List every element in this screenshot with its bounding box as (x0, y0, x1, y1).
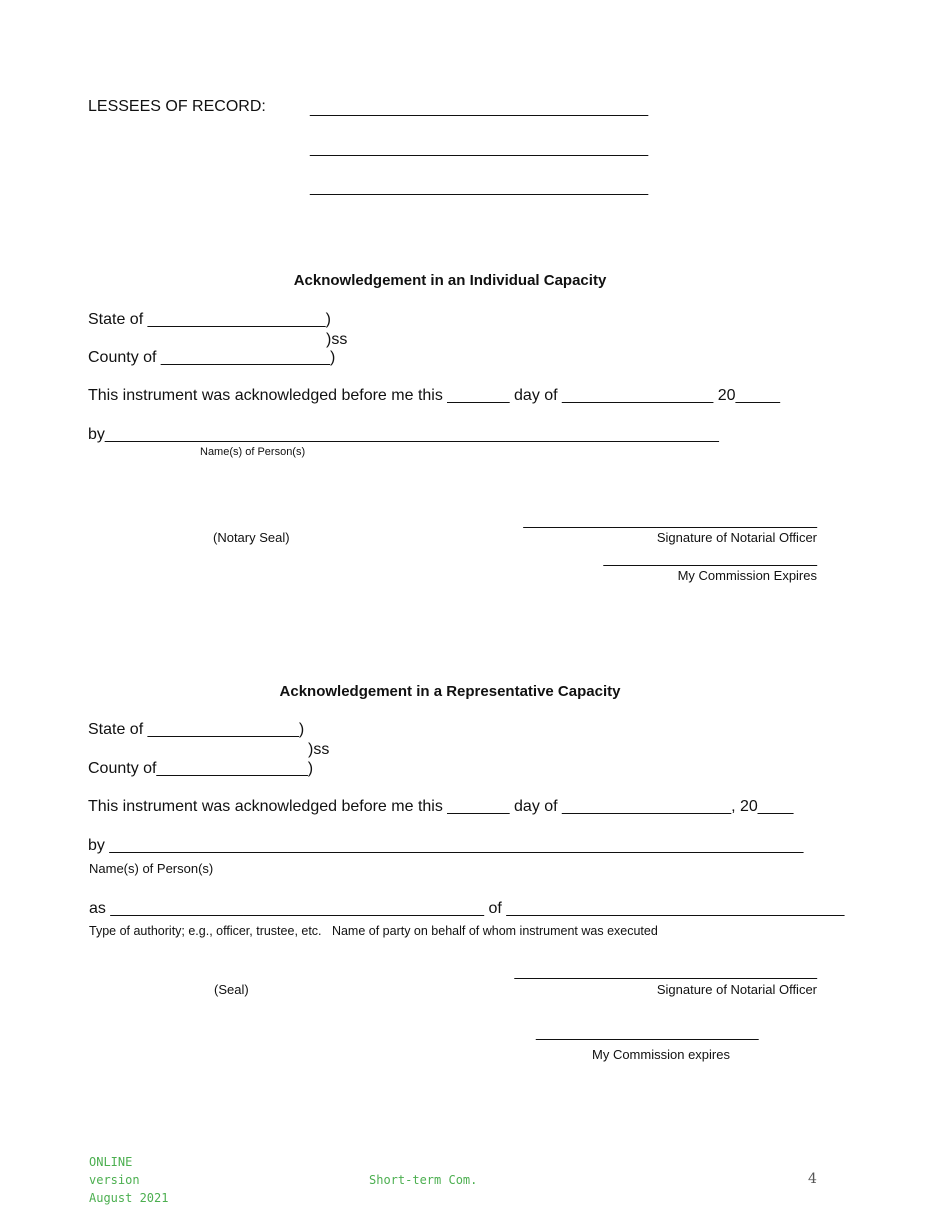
notary-seal-label: (Notary Seal) (213, 530, 290, 545)
representative-signature-caption: Signature of Notarial Officer (656, 982, 817, 997)
representative-by-field[interactable]: by ______________________________________________________________________________ (88, 837, 804, 854)
lessee-line-3[interactable]: ______________________________________ (310, 179, 649, 196)
representative-county-field[interactable]: County of_________________) (88, 760, 314, 777)
authority-caption: Type of authority; e.g., officer, trustee, etc. Name of party on behalf of whom instrument was executed (89, 924, 658, 938)
individual-names-caption: Name(s) of Person(s) (200, 446, 306, 458)
lessees-label: LESSEES OF RECORD: (88, 98, 266, 115)
footer-date: August 2021 (89, 1191, 169, 1205)
representative-as-field[interactable]: as __________________________________________ of ______________________________________ (89, 900, 845, 917)
individual-by-field[interactable]: by_____________________________________________________________________ (88, 426, 719, 443)
representative-commission-caption: My Commission expires (592, 1047, 730, 1062)
individual-state-field[interactable]: State of ____________________) (88, 311, 331, 328)
representative-ss: )ss (308, 741, 330, 758)
individual-instrument-line[interactable]: This instrument was acknowledged before me this _______ day of _________________ 20_____ (88, 387, 781, 404)
footer-online: ONLINE (89, 1155, 133, 1169)
representative-state-field[interactable]: State of _________________) (88, 721, 305, 738)
representative-signature-line[interactable]: __________________________________ (514, 963, 817, 980)
seal-label: (Seal) (214, 982, 249, 997)
representative-names-caption: Name(s) of Person(s) (89, 861, 214, 876)
individual-signature-caption: Signature of Notarial Officer (656, 530, 817, 545)
footer-version: version (89, 1173, 140, 1187)
representative-instrument-line[interactable]: This instrument was acknowledged before me this _______ day of ___________________, 20____ (88, 798, 794, 815)
individual-commission-line[interactable]: ________________________ (603, 550, 817, 567)
individual-heading: Acknowledgement in an Individual Capacity (293, 272, 607, 289)
individual-ss: )ss (326, 331, 348, 348)
individual-signature-line[interactable]: _________________________________ (523, 512, 817, 529)
representative-commission-line[interactable]: _________________________ (536, 1024, 759, 1041)
representative-heading: Acknowledgement in a Representative Capacity (279, 683, 621, 700)
page-number: 4 (808, 1171, 817, 1187)
footer-form-name: Short-term Com. (369, 1173, 478, 1187)
lessee-line-2[interactable]: ______________________________________ (310, 140, 649, 157)
individual-commission-caption: My Commission Expires (677, 568, 817, 583)
lessee-line-1[interactable]: ______________________________________ (310, 100, 649, 117)
individual-county-field[interactable]: County of ___________________) (88, 349, 336, 366)
